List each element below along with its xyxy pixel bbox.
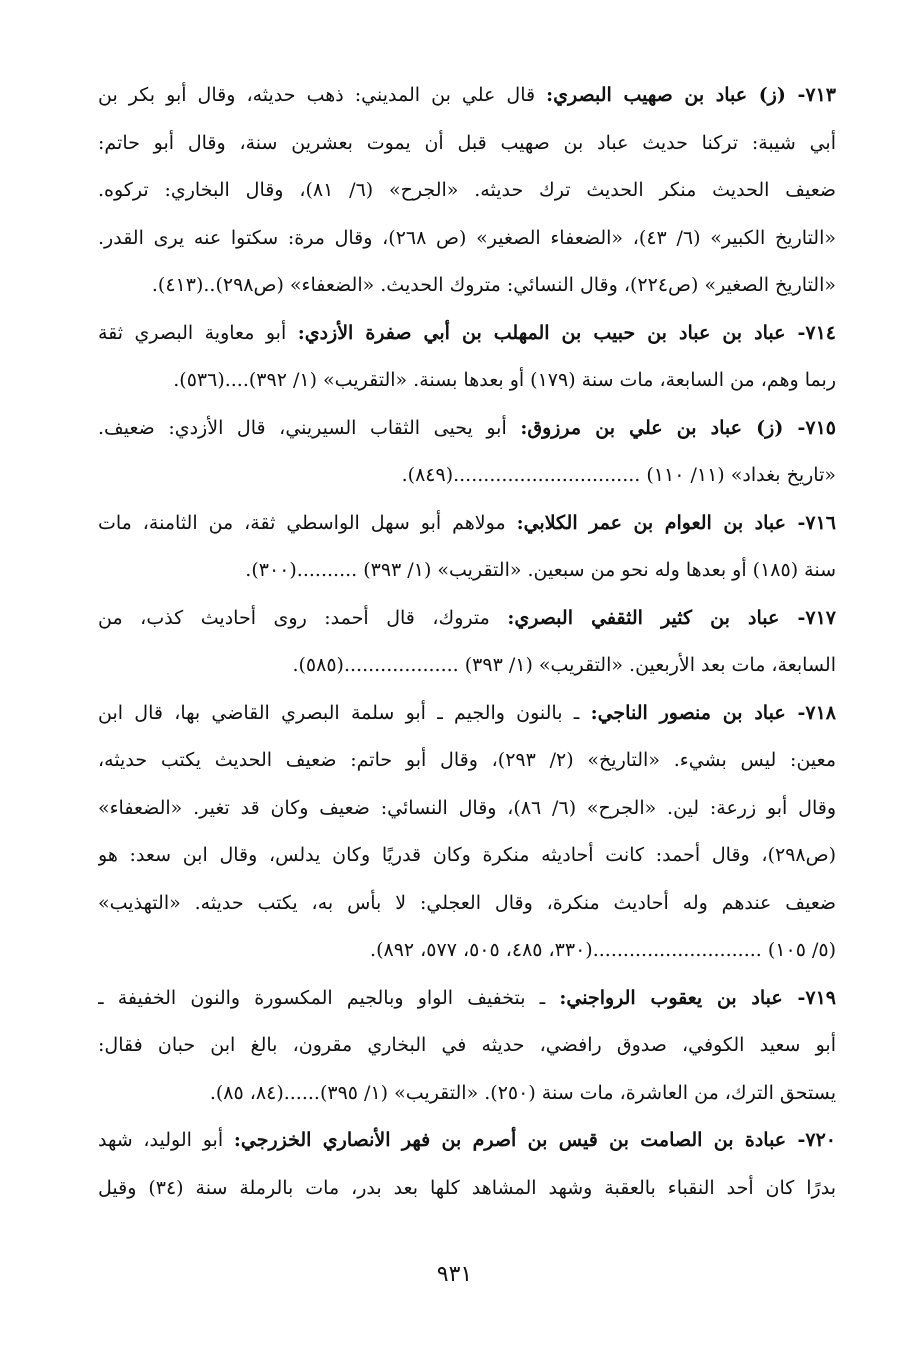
- text-line: [98, 785, 836, 833]
- entry-heading: ٧١٤- عباد بن عباد بن حبيب بن المهلب بن أبي صفرة الأزدي:: [297, 321, 836, 344]
- entry-heading: ٧١٥- (ز) عباد بن علي بن مرزوق:: [520, 416, 836, 439]
- text-line: [98, 690, 836, 738]
- text-line: [98, 1022, 836, 1070]
- text-line: [98, 310, 836, 358]
- entry-text: أبو يحيى الثقاب السيريني، قال الأزدي: ضعيف.: [98, 416, 521, 439]
- entry-text: ربما وهم، من السابعة، مات سنة (١٧٩) أو بعدها بسنة. «التقريب» (١/ ٣٩٢)....(٥٣٦).: [173, 369, 836, 391]
- entry-text: قال علي بن المديني: ذهب حديثه، وقال أبو بكر بن: [98, 84, 547, 106]
- text-line: [98, 1070, 836, 1118]
- entry-text: ضعيف الحديث منكر الحديث ترك حديثه. «الجرح» (٦/ ٨١)، وقال البخاري: تركوه.: [98, 179, 836, 201]
- text-line: [98, 927, 836, 975]
- entry-text: أبو الوليد، شهد: [98, 1129, 234, 1151]
- text-line: [98, 880, 836, 928]
- text-line: [98, 737, 836, 785]
- text-line: [98, 72, 836, 120]
- text-line: [98, 262, 836, 310]
- entry-text: أبي شيبة: تركنا حديث عباد بن صهيب قبل أن يموت بعشرين سنة، وقال أبو حاتم:: [98, 131, 836, 154]
- text-line: [98, 405, 836, 453]
- entry-heading: ٧١٧- عباد بن كثير الثقفي البصري:: [507, 606, 836, 629]
- text-line: [98, 500, 836, 548]
- text-line: [98, 595, 836, 643]
- text-line: [98, 642, 836, 690]
- entry-text: السابعة، مات بعد الأربعين. «التقريب» (١/ ٣٩٣) ...................(٥٨٥).: [292, 654, 836, 676]
- text-line: [98, 832, 836, 880]
- entry-text: معين: ليس بشيء. «التاريخ» (٢/ ٢٩٣)، وقال أبو حاتم: ضعيف الحديث يكتب حديثه،: [98, 749, 836, 771]
- entry-text: سنة (١٨٥) أو بعدها وله نحو من سبعين. «التقريب» (١/ ٣٩٣) ..........(٣٠٠).: [245, 559, 836, 581]
- entry-text: «تاريخ بغداد» (١١/ ١١٠) ...............................(٨٤٩).: [401, 464, 836, 486]
- entry-text: (٥/ ١٠٥) ............................(٣٣٠، ٤٨٥، ٥٠٥، ٥٧٧، ٨٩٢).: [370, 939, 836, 961]
- text-line: [98, 547, 836, 595]
- entry-text: يستحق الترك، من العاشرة، مات سنة (٢٥٠). «التقريب» (١/ ٣٩٥)......(٨٤، ٨٥).: [209, 1081, 836, 1104]
- entry-heading: ٧١٩- عباد بن يعقوب الرواجني:: [559, 986, 836, 1009]
- entry-heading: ٧٢٠- عبادة بن الصامت بن قيس بن أصرم بن فهر الأنصاري الخزرجي:: [233, 1129, 836, 1151]
- text-line: [98, 215, 836, 263]
- entry-text: أبو معاوية البصري ثقة: [98, 321, 298, 344]
- text-line: [98, 167, 836, 215]
- entry-text: مولاهم أبو سهل الواسطي ثقة، من الثامنة، مات: [98, 511, 517, 534]
- entry-text: «التاريخ الصغير» (ص٢٢٤)، وقال النسائي: متروك الحديث. «الضعفاء» (ص٢٩٨)..(٤١٣).: [151, 274, 836, 296]
- entry-heading: ٧١٦- عباد بن العوام بن عمر الكلابي:: [516, 511, 836, 534]
- page-number: ٩٣١: [436, 1262, 473, 1287]
- entry-heading: ٧١٨- عباد بن منصور الناجي:: [590, 701, 836, 724]
- entry-text: متروك، قال أحمد: روى أحاديث كذب، من: [98, 606, 508, 629]
- document-body: [98, 72, 836, 1212]
- text-line: [98, 1165, 836, 1213]
- entry-text: وقال أبو زرعة: لين. «الجرح» (٦/ ٨٦)، وقال النسائي: ضعيف وكان قد تغير. «الضعفاء»: [98, 796, 836, 819]
- entry-heading: ٧١٣- (ز) عباد بن صهيب البصري:: [546, 84, 836, 106]
- text-line: [98, 1117, 836, 1165]
- entry-text: ضعيف عندهم وله أحاديث منكرة، وقال العجلي: لا بأس به، يكتب حديثه. «التهذيب»: [98, 891, 836, 914]
- text-line: [98, 357, 836, 405]
- entry-text: ـ بتخفيف الواو وبالجيم المكسورة والنون الخفيفة ـ: [98, 986, 560, 1009]
- entry-text: (ص٢٩٨)، وقال أحمد: كانت أحاديثه منكرة وكان قدريًا وكان يدلس، وقال ابن سعد: هو: [98, 844, 836, 866]
- entry-text: أبو سعيد الكوفي، صدوق رافضي، حديثه في البخاري مقرون، بالغ ابن حبان فقال:: [98, 1034, 836, 1056]
- entry-text: بدرًا كان أحد النقباء بالعقبة وشهد المشاهد كلها بعد بدر، مات بالرملة سنة (٣٤) وقيل: [98, 1176, 836, 1199]
- text-line: [98, 975, 836, 1023]
- entry-text: ـ بالنون والجيم ـ أبو سلمة البصري القاضي بها، قال ابن: [98, 701, 591, 724]
- entry-text: «التاريخ الكبير» (٦/ ٤٣)، «الضعفاء الصغير» (ص ٢٦٨)، وقال مرة: سكتوا عنه يرى القدر.: [98, 226, 836, 249]
- text-line: [98, 120, 836, 168]
- text-line: [98, 452, 836, 500]
